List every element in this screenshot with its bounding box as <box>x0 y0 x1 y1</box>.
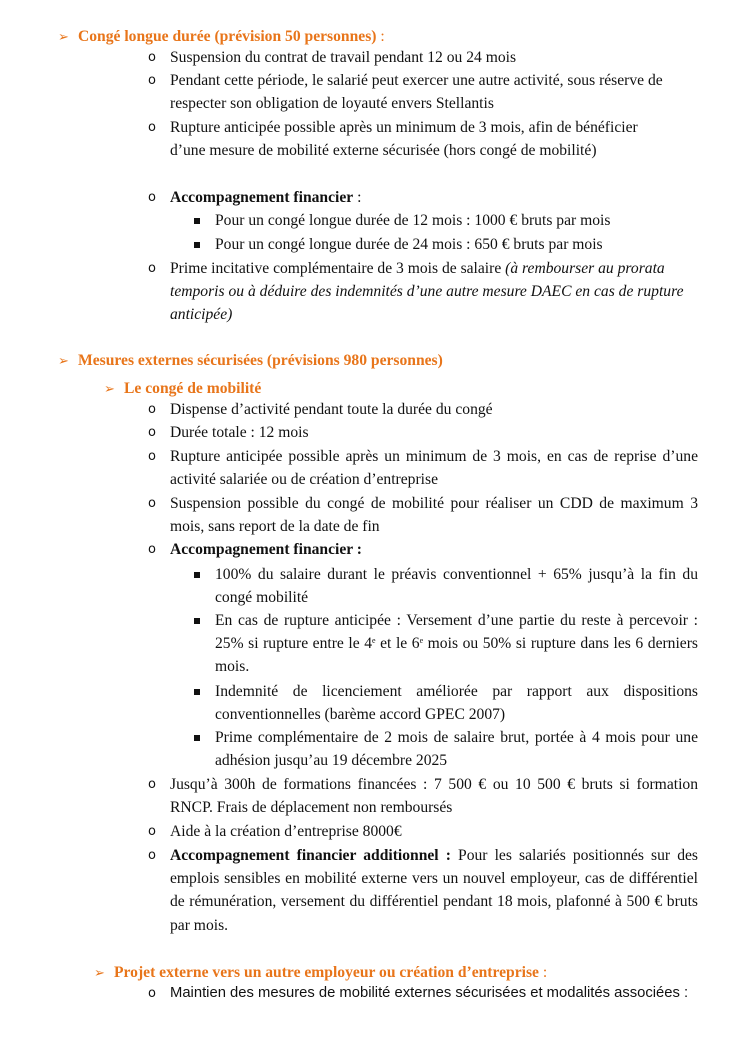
circle-bullet-icon: o <box>148 120 156 135</box>
list-item-text: Rupture anticipée possible après un minimum de 3 mois, en cas de reprise d’une activité salariée ou de création d’entreprise <box>170 448 698 489</box>
list-item <box>148 982 714 1005</box>
circle-bullet-icon: o <box>148 402 156 417</box>
list-item-text: Jusqu’à 300h de formations financées : 7 500 € ou 10 500 € bruts si formation RNCP. Frais de déplacement non remboursés <box>170 776 698 817</box>
sub-list-item <box>215 609 698 679</box>
sub-list-item <box>215 680 698 726</box>
circle-bullet-icon: o <box>148 496 156 511</box>
list-item-text: Maintien des mesures de mobilité externes sécurisées et modalités associées : <box>170 985 689 1001</box>
square-bullet-icon <box>194 572 200 578</box>
section-colon: : <box>376 28 385 45</box>
section-colon: : <box>538 964 548 981</box>
sub-list-item <box>215 209 700 232</box>
sub-list-item-text: Pour un congé longue durée de 12 mois : 1000 € bruts par mois <box>215 212 611 229</box>
arrow-bullet-icon: ➢ <box>104 382 115 397</box>
square-bullet-icon <box>194 242 200 248</box>
list-item <box>148 421 700 444</box>
list-item-text: Suspension du contrat de travail pendant 12 ou 24 mois <box>170 49 517 66</box>
arrow-bullet-icon: ➢ <box>58 354 69 369</box>
list-item-text: Dispense d’activité pendant toute la durée du congé <box>170 401 493 418</box>
circle-bullet-icon: o <box>148 542 156 557</box>
section-title: Congé longue durée (prévision 50 personnes) <box>78 28 377 45</box>
additional-label: Accompagnement financier additionnel : <box>170 847 451 864</box>
sub-list-item <box>215 563 698 609</box>
circle-bullet-icon: o <box>148 824 156 839</box>
prime-italic-note: (à rembourser au prorata temporis ou à déduire des indemnités d’une autre mesure DAEC en cas de rupture anticipée) <box>170 260 684 324</box>
list-item-training <box>148 773 698 819</box>
list-item-financial <box>148 538 700 561</box>
circle-bullet-icon: o <box>148 848 156 863</box>
list-item-text: Durée totale : 12 mois <box>170 424 309 441</box>
sub-list-item-text: Prime complémentaire de 2 mois de salaire brut, portée à 4 mois pour une adhésion jusqu’au 19 décembre 2025 <box>215 729 698 770</box>
financial-label: Accompagnement financier : <box>170 541 362 558</box>
list-item-prime <box>148 257 695 327</box>
list-item <box>148 46 700 69</box>
sub-list-item-text: 100% du salaire durant le préavis conventionnel + 65% jusqu’à la fin du congé mobilité <box>215 566 698 607</box>
list-item <box>148 398 700 421</box>
section-title: Mesures externes sécurisées (prévisions 980 personnes) <box>78 352 443 369</box>
list-item-text: Rupture anticipée possible après un minimum de 3 mois, afin de bénéficier d’une mesure de mobilité externe sécurisée (hors congé de mobilité) <box>170 119 638 160</box>
list-item <box>148 492 698 538</box>
list-item <box>148 820 700 843</box>
superscript: e <box>419 636 424 646</box>
subsection-title: Le congé de mobilité <box>124 380 262 397</box>
circle-bullet-icon: o <box>148 190 156 205</box>
sub-list-item-text: et le 6 <box>375 635 420 653</box>
sub-list-item-text: mois ou 50% si rupture dans les 6 derniers mois. <box>215 635 698 676</box>
financial-colon: : <box>353 189 362 206</box>
circle-bullet-icon: o <box>148 449 156 464</box>
sub-list-item-text: Indemnité de licenciement améliorée par rapport aux dispositions conventionnelles (barème accord GPEC 2007) <box>215 683 698 724</box>
prime-text: Prime incitative complémentaire de 3 mois de salaire <box>170 260 506 277</box>
list-item-text: Pour les salariés positionnés sur des emplois sensibles en mobilité externe vers un nouvel employeur, cas de différentiel de rémunération, versement du différentiel pendant 18 mois, plafonné à 500 € bruts par mois. <box>170 847 698 934</box>
list-item-financial <box>148 186 700 209</box>
list-item <box>148 69 700 115</box>
square-bullet-icon <box>194 689 200 695</box>
circle-bullet-icon: o <box>148 425 156 440</box>
sub-list-item <box>215 233 700 256</box>
section-title: Projet externe vers un autre employeur ou création d’entreprise <box>114 964 539 981</box>
section-heading-mesures-externes <box>58 349 443 373</box>
list-item-additional <box>148 844 698 937</box>
arrow-bullet-icon: ➢ <box>94 966 105 981</box>
circle-bullet-icon: o <box>148 73 156 88</box>
financial-label: Accompagnement financier <box>170 189 354 206</box>
circle-bullet-icon: o <box>148 986 156 1001</box>
sub-list-item <box>215 726 698 772</box>
square-bullet-icon <box>194 618 200 624</box>
list-item-text: Suspension possible du congé de mobilité pour réaliser un CDD de maximum 3 mois, sans report de la date de fin <box>170 495 698 536</box>
circle-bullet-icon: o <box>148 261 156 276</box>
circle-bullet-icon: o <box>148 777 156 792</box>
list-item-text: Aide à la création d’entreprise 8000€ <box>170 823 402 840</box>
list-item <box>148 116 665 162</box>
circle-bullet-icon: o <box>148 50 156 65</box>
arrow-bullet-icon: ➢ <box>58 30 69 45</box>
sub-list-item-text: Pour un congé longue durée de 24 mois : 650 € bruts par mois <box>215 236 603 253</box>
sub-list-item-text: En cas de rupture anticipée : Versement d’une partie du reste à percevoir : 25% si rupture entre le 4 <box>215 612 698 653</box>
list-item-text: Pendant cette période, le salarié peut exercer une autre activité, sous réserve de respecter son obligation de loyauté envers Stellantis <box>170 72 663 113</box>
square-bullet-icon <box>194 218 200 224</box>
square-bullet-icon <box>194 735 200 741</box>
list-item <box>148 445 698 491</box>
superscript: e <box>372 636 376 646</box>
